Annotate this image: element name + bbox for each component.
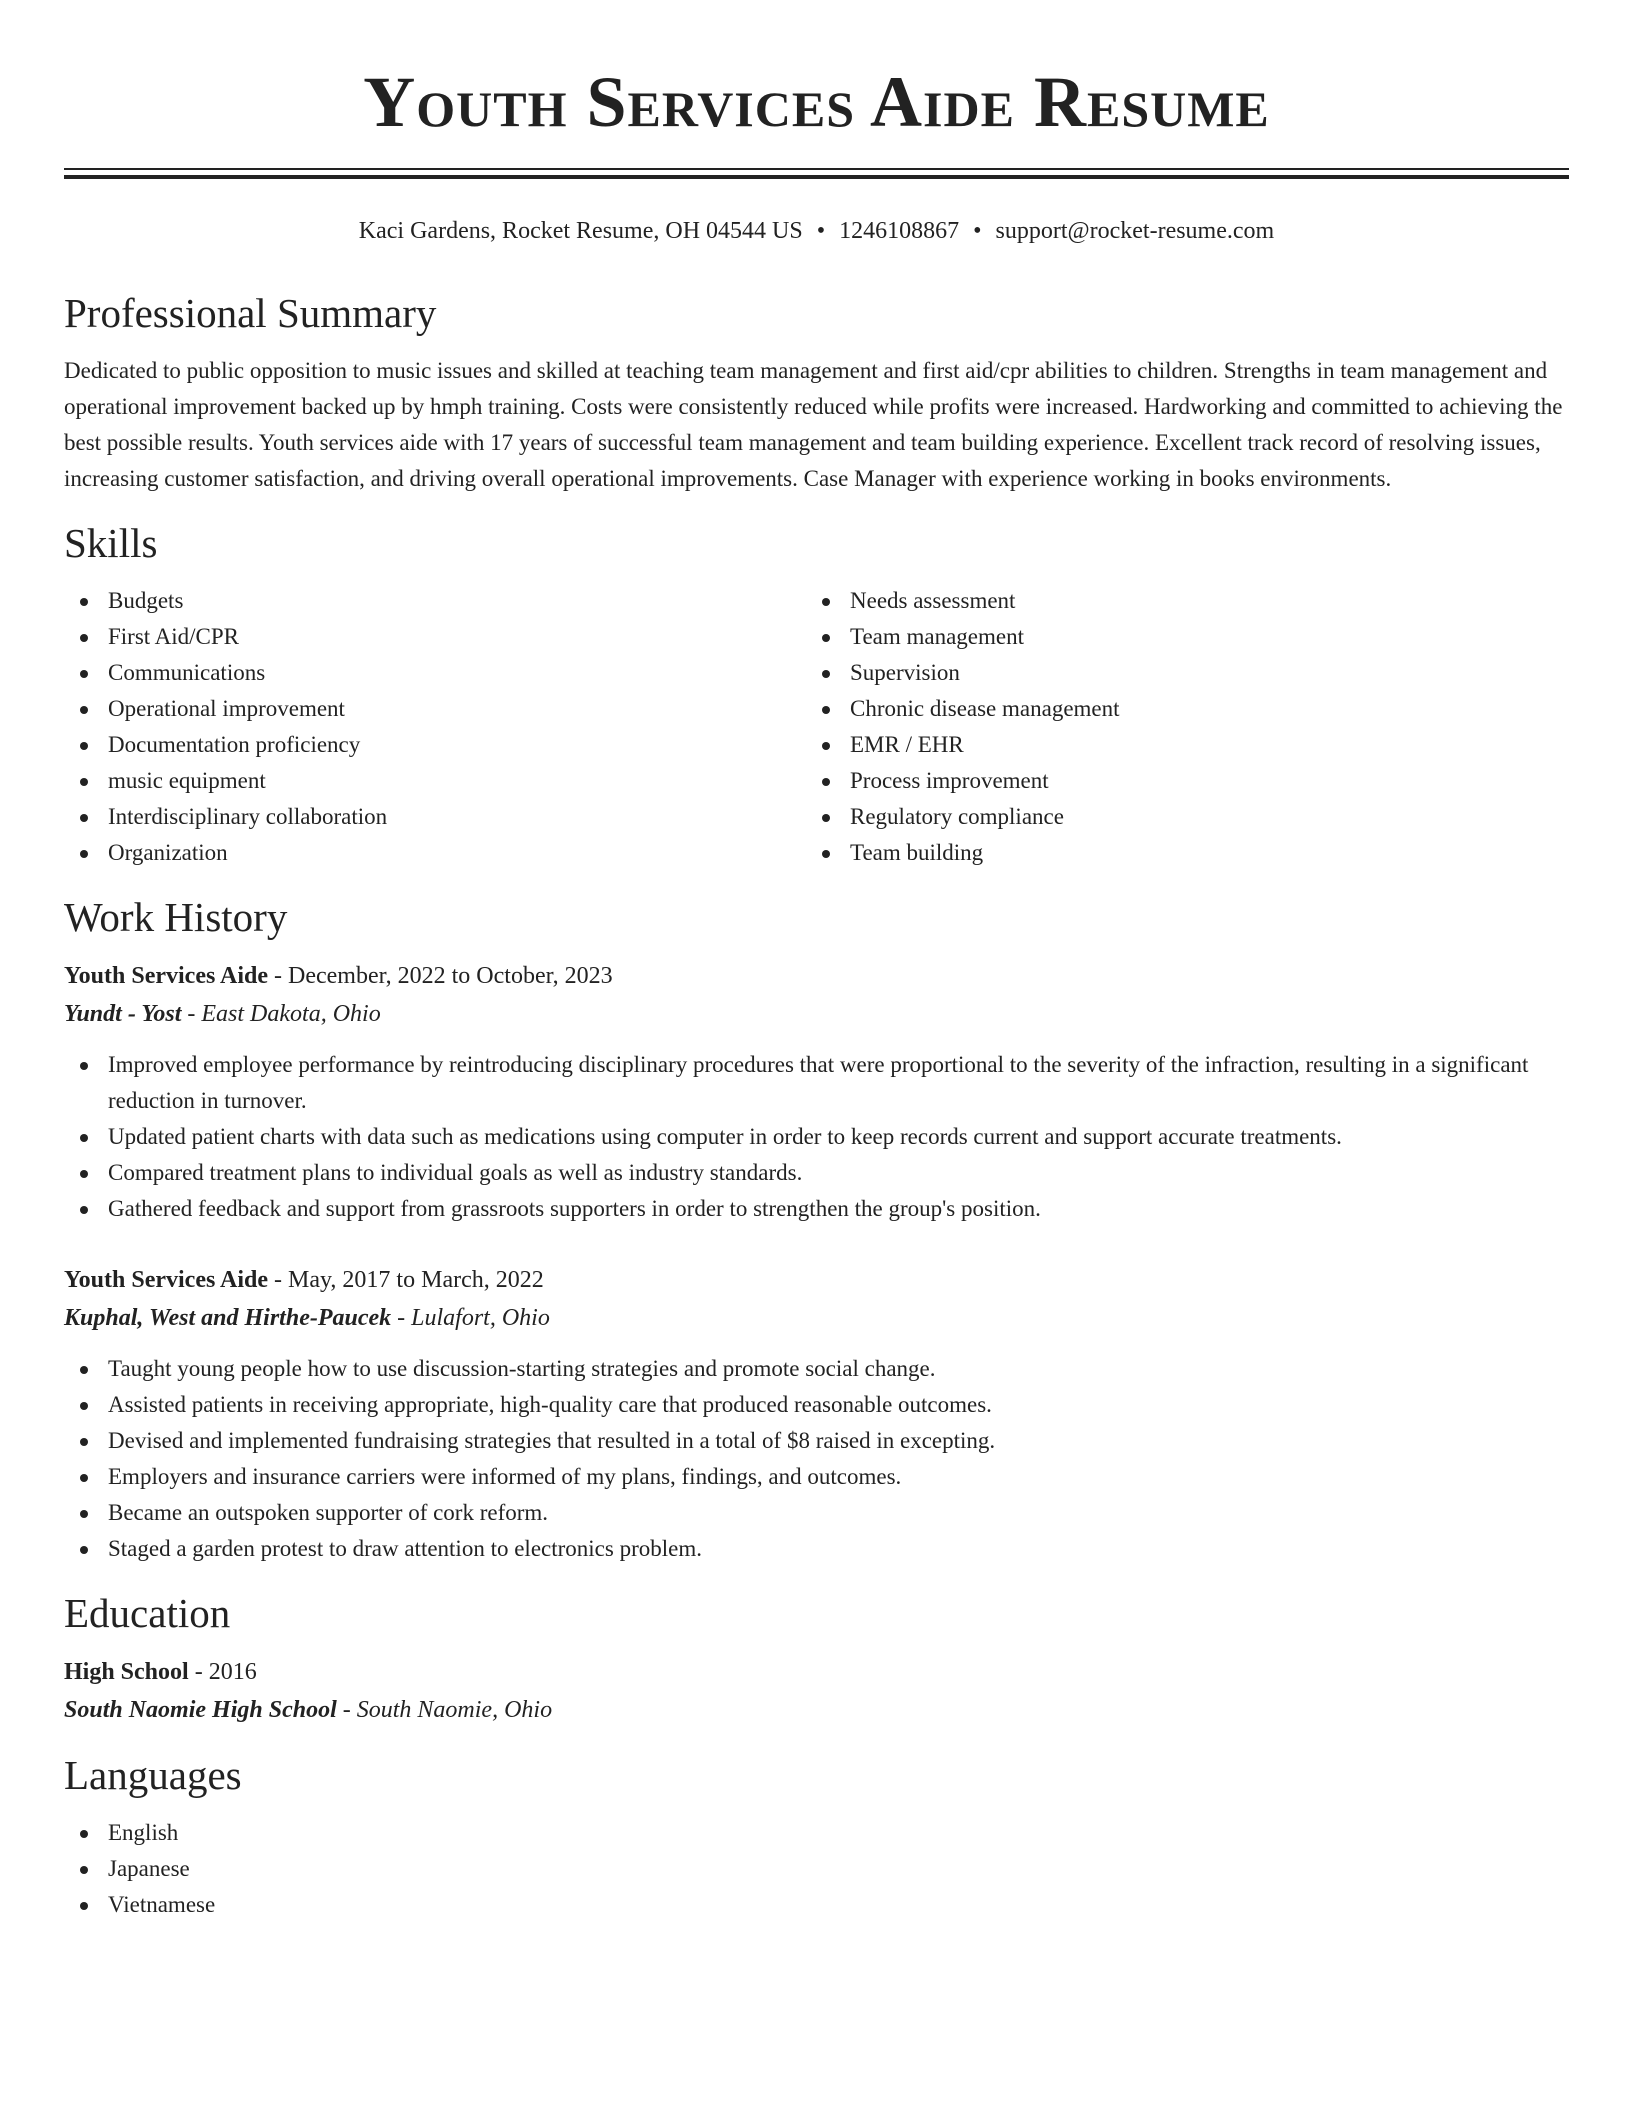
title-divider-thin bbox=[64, 168, 1569, 170]
education-degree: High School bbox=[64, 1659, 189, 1685]
skill-item: First Aid/CPR bbox=[64, 619, 806, 655]
duty-item: Updated patient charts with data such as medications using computer in order to keep records current and support accurate treatments. bbox=[64, 1119, 1569, 1155]
skill-item: Regulatory compliance bbox=[806, 799, 1548, 835]
skill-item: Documentation proficiency bbox=[64, 727, 806, 763]
job-duties bbox=[64, 1351, 1569, 1567]
skill-item: Budgets bbox=[64, 583, 806, 619]
duty-item: Became an outspoken supporter of cork reform. bbox=[64, 1495, 1569, 1531]
duty-item: Compared treatment plans to individual goals as well as industry standards. bbox=[64, 1155, 1569, 1191]
summary-text: Dedicated to public opposition to music issues and skilled at teaching team management and first aid/cpr abilities to children. Strengths in team management and operational improvement backed up by hmph training. Costs were consistently reduced while profits were increased. Hardworking and committed to achieving the best possible results. Youth services aide with 17 years of successful team management and team building experience. Excellent track record of resolving issues, increasing customer satisfaction, and driving overall operational improvements. Case Manager with experience working in books environments. bbox=[64, 358, 1563, 491]
resume-title: Youth Services Aide Resume bbox=[363, 62, 1270, 142]
job-employer-line: Kuphal, West and Hirthe-Paucek - Lulafort, Ohio bbox=[64, 1305, 550, 1331]
job-dates: December, 2022 to October, 2023 bbox=[288, 963, 613, 989]
education-header: High School - 2016 bbox=[64, 1659, 257, 1685]
job-header: Youth Services Aide - December, 2022 to October, 2023 bbox=[64, 963, 613, 989]
skill-item: music equipment bbox=[64, 763, 806, 799]
title-divider-thick bbox=[64, 175, 1569, 179]
duty-item: Gathered feedback and support from grassroots supporters in order to strengthen the group's position. bbox=[64, 1191, 1569, 1227]
education-school: South Naomie High School bbox=[64, 1697, 337, 1723]
skill-item: Process improvement bbox=[806, 763, 1548, 799]
contact-email: support@rocket-resume.com bbox=[995, 218, 1275, 244]
job-employer: Yundt - Yost bbox=[64, 1001, 182, 1027]
summary-section bbox=[64, 287, 1569, 497]
contact-address: Kaci Gardens, Rocket Resume, OH 04544 US bbox=[358, 218, 803, 244]
job-title: Youth Services Aide bbox=[64, 963, 268, 989]
skill-item: Interdisciplinary collaboration bbox=[64, 799, 806, 835]
duty-item: Improved employee performance by reintroducing disciplinary procedures that were proportional to the severity of the infraction, resulting in a significant reduction in turnover. bbox=[64, 1047, 1569, 1119]
contact-separator: • bbox=[816, 218, 826, 244]
job-duties bbox=[64, 1047, 1569, 1227]
job-title: Youth Services Aide bbox=[64, 1267, 268, 1293]
language-item: English bbox=[64, 1815, 1569, 1851]
skills-heading: Skills bbox=[64, 520, 158, 566]
education-location: South Naomie, Ohio bbox=[356, 1697, 553, 1723]
contact-line bbox=[64, 215, 1569, 247]
duty-item: Employers and insurance carriers were informed of my plans, findings, and outcomes. bbox=[64, 1459, 1569, 1495]
job-employer: Kuphal, West and Hirthe-Paucek bbox=[64, 1305, 392, 1331]
skills-list-left bbox=[64, 583, 806, 871]
skill-item: Needs assessment bbox=[806, 583, 1548, 619]
education-school-line: South Naomie High School - South Naomie, Ohio bbox=[64, 1697, 553, 1723]
languages-list bbox=[64, 1815, 1569, 1923]
skill-item: Organization bbox=[64, 835, 806, 871]
contact-separator: • bbox=[973, 218, 982, 244]
job-entry bbox=[64, 957, 1569, 1227]
job-location: East Dakota, Ohio bbox=[201, 1001, 381, 1027]
languages-section bbox=[64, 1749, 1569, 1923]
language-item: Japanese bbox=[64, 1851, 1569, 1887]
work-history-heading: Work History bbox=[64, 894, 288, 940]
resume-content bbox=[64, 287, 1569, 1923]
work-history-section bbox=[64, 891, 1569, 1567]
job-employer-line: Yundt - Yost - East Dakota, Ohio bbox=[64, 1001, 381, 1027]
skill-item: EMR / EHR bbox=[806, 727, 1548, 763]
job-entry bbox=[64, 1261, 1569, 1567]
duty-item: Staged a garden protest to draw attention to electronics problem. bbox=[64, 1531, 1569, 1567]
job-header: Youth Services Aide - May, 2017 to March, 2022 bbox=[64, 1267, 544, 1293]
language-item: Vietnamese bbox=[64, 1887, 1569, 1923]
skills-section bbox=[64, 517, 1569, 871]
duty-item: Taught young people how to use discussion-starting strategies and promote social change. bbox=[64, 1351, 1569, 1387]
skill-item: Supervision bbox=[806, 655, 1548, 691]
education-entry bbox=[64, 1653, 1569, 1729]
summary-heading: Professional Summary bbox=[64, 290, 437, 336]
job-dates: May, 2017 to March, 2022 bbox=[288, 1267, 544, 1293]
education-heading: Education bbox=[64, 1590, 231, 1636]
resume-page bbox=[64, 0, 1569, 2112]
education-section bbox=[64, 1587, 1569, 1729]
skills-list-right bbox=[806, 583, 1548, 871]
skill-item: Communications bbox=[64, 655, 806, 691]
education-year: 2016 bbox=[208, 1659, 257, 1685]
skill-item: Team building bbox=[806, 835, 1548, 871]
skill-item: Chronic disease management bbox=[806, 691, 1548, 727]
contact-phone: 1246108867 bbox=[839, 218, 960, 244]
skill-item: Operational improvement bbox=[64, 691, 806, 727]
languages-heading: Languages bbox=[64, 1752, 242, 1798]
job-location: Lulafort, Ohio bbox=[411, 1305, 550, 1331]
duty-item: Assisted patients in receiving appropriate, high-quality care that produced reasonable outcomes. bbox=[64, 1387, 1569, 1423]
skills-columns bbox=[64, 583, 1569, 871]
duty-item: Devised and implemented fundraising strategies that resulted in a total of $8 raised in excepting. bbox=[64, 1423, 1569, 1459]
skill-item: Team management bbox=[806, 619, 1548, 655]
